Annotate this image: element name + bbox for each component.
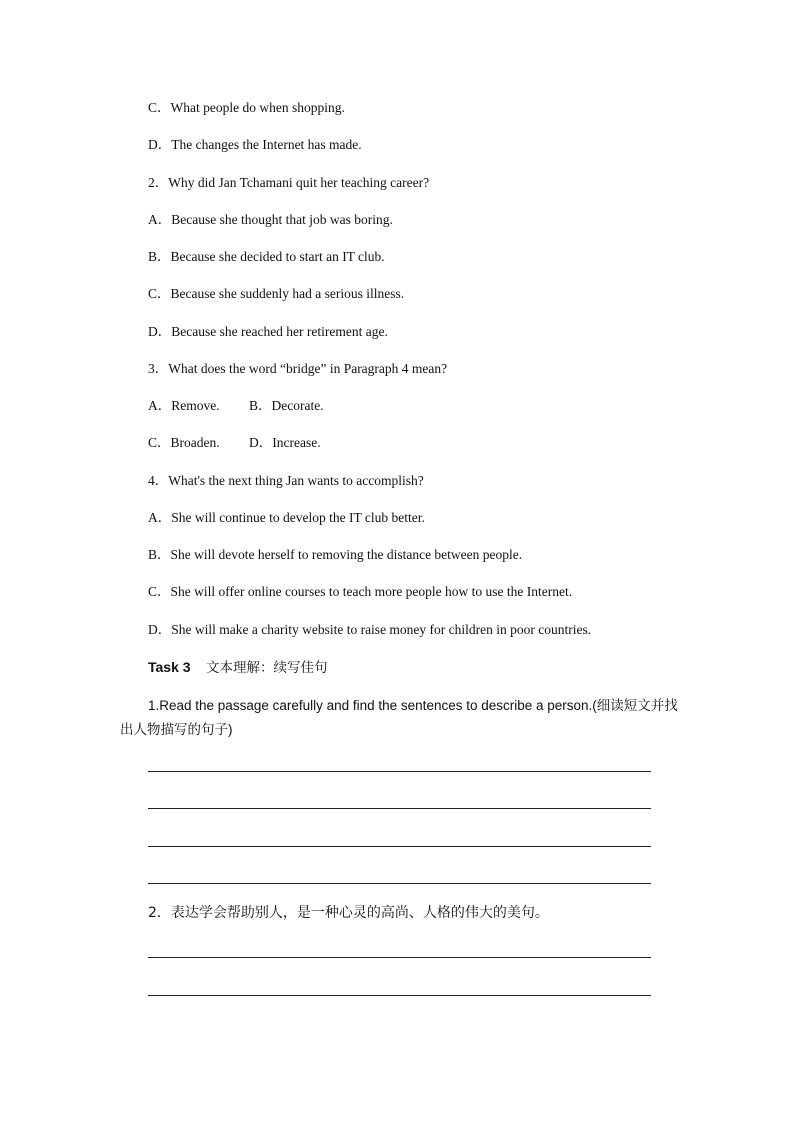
task3-item1-instruction: 1.Read the passage carefully and find the sentences to describe a person.(细读短文并找出人物描写的句子) bbox=[120, 698, 678, 737]
answer-line-6[interactable] bbox=[148, 995, 651, 996]
q2-option-b: B．Because she decided to start an IT club. bbox=[148, 249, 385, 264]
q4-option-a: A．She will continue to develop the IT club better. bbox=[148, 510, 425, 525]
q3-question: 3．What does the word “bridge” in Paragraph 4 mean? bbox=[148, 361, 448, 376]
task3-label: Task 3 bbox=[148, 659, 191, 675]
q3-option-a: A．Remove. bbox=[148, 398, 220, 413]
q3-option-d: D．Increase. bbox=[249, 435, 321, 450]
q3-option-b: B．Decorate. bbox=[249, 398, 324, 413]
q3-options-row-1 bbox=[148, 397, 408, 415]
q4-option-d: D．She will make a charity website to raise money for children in poor countries. bbox=[148, 622, 592, 637]
answer-line-3[interactable] bbox=[148, 846, 651, 847]
answer-line-4[interactable] bbox=[148, 883, 651, 884]
q2-question: 2．Why did Jan Tchamani quit her teaching career? bbox=[148, 175, 430, 190]
q4-option-b: B．She will devote herself to removing the distance between people. bbox=[148, 547, 523, 562]
q2-option-a: A．Because she thought that job was boring. bbox=[148, 212, 393, 227]
q1-option-d: D．The changes the Internet has made. bbox=[148, 137, 362, 152]
q3-option-c: C．Broaden. bbox=[148, 435, 220, 450]
q2-option-c: C．Because she suddenly had a serious illness. bbox=[148, 286, 405, 301]
q2-option-d: D．Because she reached her retirement age. bbox=[148, 324, 388, 339]
task3-item2-instruction: 2．表达学会帮助别人，是一种心灵的高尚、人格的伟大的美句。 bbox=[148, 905, 549, 921]
q4-option-c: C．She will offer online courses to teach more people how to use the Internet. bbox=[148, 584, 573, 599]
answer-line-1[interactable] bbox=[148, 771, 651, 772]
task3-title: 文本理解：续写佳句 bbox=[206, 660, 328, 676]
answer-line-5[interactable] bbox=[148, 957, 651, 958]
q4-question: 4．What's the next thing Jan wants to accomplish? bbox=[148, 473, 424, 488]
q3-options-row-2 bbox=[148, 434, 408, 452]
q1-option-c: C．What people do when shopping. bbox=[148, 100, 345, 115]
task3-heading bbox=[148, 658, 328, 678]
answer-line-2[interactable] bbox=[148, 808, 651, 809]
